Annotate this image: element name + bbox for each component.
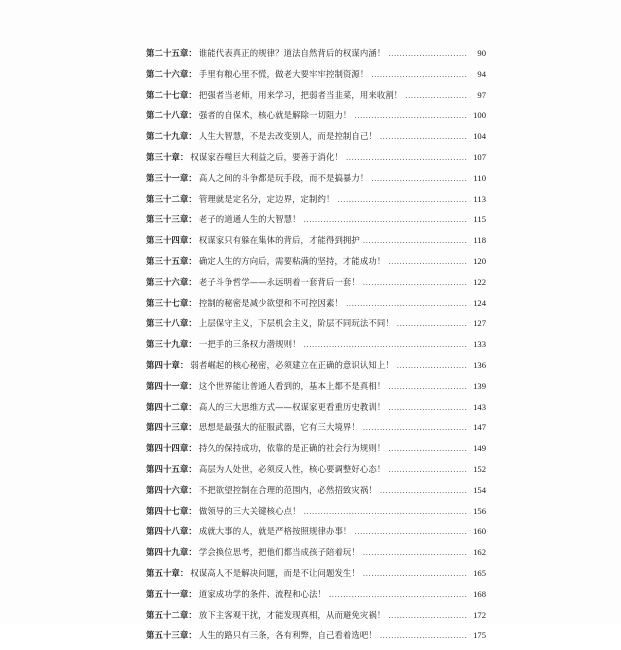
dot-leader	[346, 300, 467, 308]
dot-leader	[388, 258, 467, 266]
page-number: 162	[473, 547, 486, 558]
table-of-contents	[146, 47, 486, 650]
page-number: 143	[473, 401, 486, 412]
chapter-title: 一把手的三条权力潜规则！	[198, 339, 301, 350]
chapter-number: 第五十三章：	[146, 630, 197, 641]
chapter-title: 上层保守主义，下层机会主义，阶层不同玩法不同！	[198, 318, 394, 329]
chapter-title: 确定人生的方向后，需要粘满的坚持，才能成功！	[198, 255, 386, 266]
dot-leader	[388, 404, 467, 412]
chapter-number: 第四十七章：	[146, 505, 197, 516]
toc-entry	[146, 338, 486, 359]
toc-entry	[146, 567, 486, 588]
page-number: 90	[477, 48, 486, 58]
chapter-title: 持久的保持成功，依靠的是正确的社会行为规则！	[198, 443, 386, 454]
dot-leader	[380, 133, 467, 141]
toc-entry	[146, 484, 486, 505]
chapter-number: 第三十二章：	[146, 193, 197, 204]
toc-entry	[146, 421, 486, 442]
toc-entry	[146, 234, 486, 255]
dot-leader	[388, 445, 467, 453]
dot-leader	[397, 320, 467, 328]
chapter-title: 老子斗争哲学——永远明着一套背后一套！	[198, 276, 360, 287]
dot-leader	[337, 196, 467, 204]
chapter-number: 第三十五章：	[146, 255, 197, 266]
dot-leader	[371, 175, 467, 183]
chapter-title: 手里有粮心里不慌，做老大要牢牢控制资源！	[198, 68, 369, 79]
chapter-number: 第三十六章：	[146, 276, 197, 287]
chapter-number: 第三十三章：	[146, 214, 197, 225]
dot-leader	[380, 632, 467, 640]
page-number: 172	[473, 609, 486, 620]
toc-entry	[146, 130, 486, 151]
chapter-number: 第五十章：	[146, 567, 189, 578]
dot-leader	[380, 487, 467, 495]
page-number: 97	[477, 89, 486, 100]
chapter-title: 学会换位思考，把他们都当成孩子陪着玩！	[198, 547, 360, 558]
chapter-title: 做领导的三大关键核心点！	[198, 505, 301, 516]
chapter-title: 不把欲望控制在合理的范围内，必然招致灾祸！	[198, 484, 377, 495]
dot-leader	[363, 237, 467, 245]
chapter-number: 第二十九章：	[146, 131, 197, 142]
chapter-title: 把强者当老师，用来学习，把弱者当韭菜，用来收割！	[198, 89, 403, 100]
toc-entry	[146, 47, 486, 68]
chapter-number: 第五十一章：	[146, 588, 197, 599]
toc-entry	[146, 193, 486, 214]
chapter-number: 第二十六章：	[146, 68, 197, 79]
chapter-title: 高人之间的斗争都是玩手段，而不是搞暴力！	[198, 172, 369, 183]
chapter-title: 控制的秘密是减少欲望和不可控因素！	[198, 297, 343, 308]
dot-leader	[388, 50, 467, 58]
dot-leader	[363, 424, 467, 432]
page-number: 113	[473, 193, 486, 204]
page-number: 104	[473, 131, 486, 142]
page-number: 127	[473, 318, 486, 329]
page-number: 147	[473, 422, 486, 433]
chapter-title: 思想是最强大的征服武器，它有三大境界！	[198, 422, 360, 433]
toc-entry	[146, 297, 486, 318]
dot-leader	[388, 383, 467, 391]
chapter-title: 放下主客观干扰，才能发现真相，从而避免灾祸！	[198, 609, 386, 620]
chapter-number: 第四十一章：	[146, 380, 197, 391]
dot-leader	[397, 362, 467, 370]
page-number: 94	[477, 68, 486, 79]
chapter-title: 谁能代表真正的规律？道法自然背后的权谋内涵！	[198, 48, 386, 58]
toc-entry	[146, 525, 486, 546]
chapter-number: 第二十五章：	[146, 48, 197, 58]
dot-leader	[388, 612, 467, 620]
dot-leader	[354, 528, 467, 536]
chapter-number: 第三十一章：	[146, 172, 197, 183]
chapter-number: 第四十六章：	[146, 484, 197, 495]
page-number: 110	[473, 172, 486, 183]
chapter-title: 道家成功学的条件、流程和心法！	[198, 588, 326, 599]
chapter-title: 高人的三大思维方式——权谋家更看重历史教训！	[198, 401, 386, 412]
dot-leader	[371, 71, 467, 79]
page-number: 120	[473, 255, 486, 266]
chapter-number: 第三十四章：	[146, 235, 197, 246]
toc-entry	[146, 213, 486, 234]
page-number: 175	[473, 630, 486, 641]
chapter-title: 老子的道通人生的大智慧！	[198, 214, 301, 225]
chapter-title: 强者的自保术，核心就是解除一切阻力！	[198, 110, 352, 121]
page-number: 107	[473, 151, 486, 162]
page-number: 156	[473, 505, 486, 516]
dot-leader	[363, 570, 467, 578]
toc-entry	[146, 588, 486, 609]
chapter-title: 权谋家吞噬巨大利益之后，要善于消化！	[190, 151, 343, 162]
toc-entry	[146, 629, 486, 650]
page-number: 154	[473, 484, 486, 495]
toc-entry	[146, 317, 486, 338]
dot-leader	[304, 216, 467, 224]
chapter-number: 第三十七章：	[146, 297, 197, 308]
page-number: 118	[473, 235, 486, 246]
chapter-number: 第二十七章：	[146, 89, 197, 100]
chapter-number: 第四十三章：	[146, 422, 197, 433]
dot-leader	[354, 112, 467, 120]
chapter-number: 第四十二章：	[146, 401, 197, 412]
chapter-number: 第四十章：	[146, 359, 189, 370]
dot-leader	[405, 92, 467, 100]
page-number: 124	[473, 297, 486, 308]
chapter-title: 高层为人处世，必须反人性，核心要调整好心态！	[198, 463, 386, 474]
page-number: 160	[473, 526, 486, 537]
chapter-title: 管理就是定名分，定边界，定制约！	[198, 193, 335, 204]
page-number: 133	[473, 339, 486, 350]
toc-entry	[146, 401, 486, 422]
chapter-number: 第四十四章：	[146, 443, 197, 454]
chapter-number: 第五十二章：	[146, 609, 197, 620]
dot-leader	[304, 508, 467, 516]
dot-leader	[363, 549, 467, 557]
dot-leader	[304, 341, 467, 349]
toc-entry	[146, 276, 486, 297]
chapter-title: 人生的路只有三条，各有利弊，自己看着选吧！	[198, 630, 377, 641]
toc-entry	[146, 172, 486, 193]
toc-entry	[146, 380, 486, 401]
page-number: 152	[473, 463, 486, 474]
dot-leader	[346, 154, 467, 162]
page-number: 115	[473, 214, 486, 225]
page-number: 139	[473, 380, 486, 391]
dot-leader	[388, 466, 467, 474]
toc-entry	[146, 68, 486, 89]
chapter-title: 权谋高人不是解决问题，而是不让问题发生！	[190, 567, 360, 578]
chapter-number: 第四十九章：	[146, 547, 197, 558]
toc-entry	[146, 442, 486, 463]
chapter-title: 弱者崛起的核心秘密，必须建立在正确的意识认知上！	[190, 359, 394, 370]
toc-entry	[146, 359, 486, 380]
chapter-number: 第三十章：	[146, 151, 189, 162]
toc-entry	[146, 89, 486, 110]
chapter-number: 第四十五章：	[146, 463, 197, 474]
chapter-title: 成就大事的人，就是严格按照规律办事！	[198, 526, 352, 537]
chapter-number: 第三十九章：	[146, 339, 197, 350]
toc-entry	[146, 609, 486, 630]
chapter-title: 权谋家只有躲在集体的背后，才能得到拥护	[198, 235, 360, 246]
dot-leader	[329, 591, 467, 599]
toc-entry	[146, 546, 486, 567]
toc-entry	[146, 505, 486, 526]
dot-leader	[363, 279, 467, 287]
chapter-title: 这个世界能让普通人看到的，基本上都不是真相！	[198, 380, 386, 391]
toc-entry	[146, 463, 486, 484]
chapter-number: 第三十八章：	[146, 318, 197, 329]
toc-entry	[146, 109, 486, 130]
toc-entry	[146, 151, 486, 172]
page-number: 100	[473, 110, 486, 121]
chapter-number: 第四十八章：	[146, 526, 197, 537]
toc-entry	[146, 255, 486, 276]
page-number: 122	[473, 276, 486, 287]
page-number: 168	[473, 588, 486, 599]
page-number: 149	[473, 443, 486, 454]
page-number: 165	[473, 567, 486, 578]
chapter-number: 第二十八章：	[146, 110, 197, 121]
page-number: 136	[473, 359, 486, 370]
chapter-title: 人生大智慧，不是去改变别人，而是控制自己！	[198, 131, 377, 142]
